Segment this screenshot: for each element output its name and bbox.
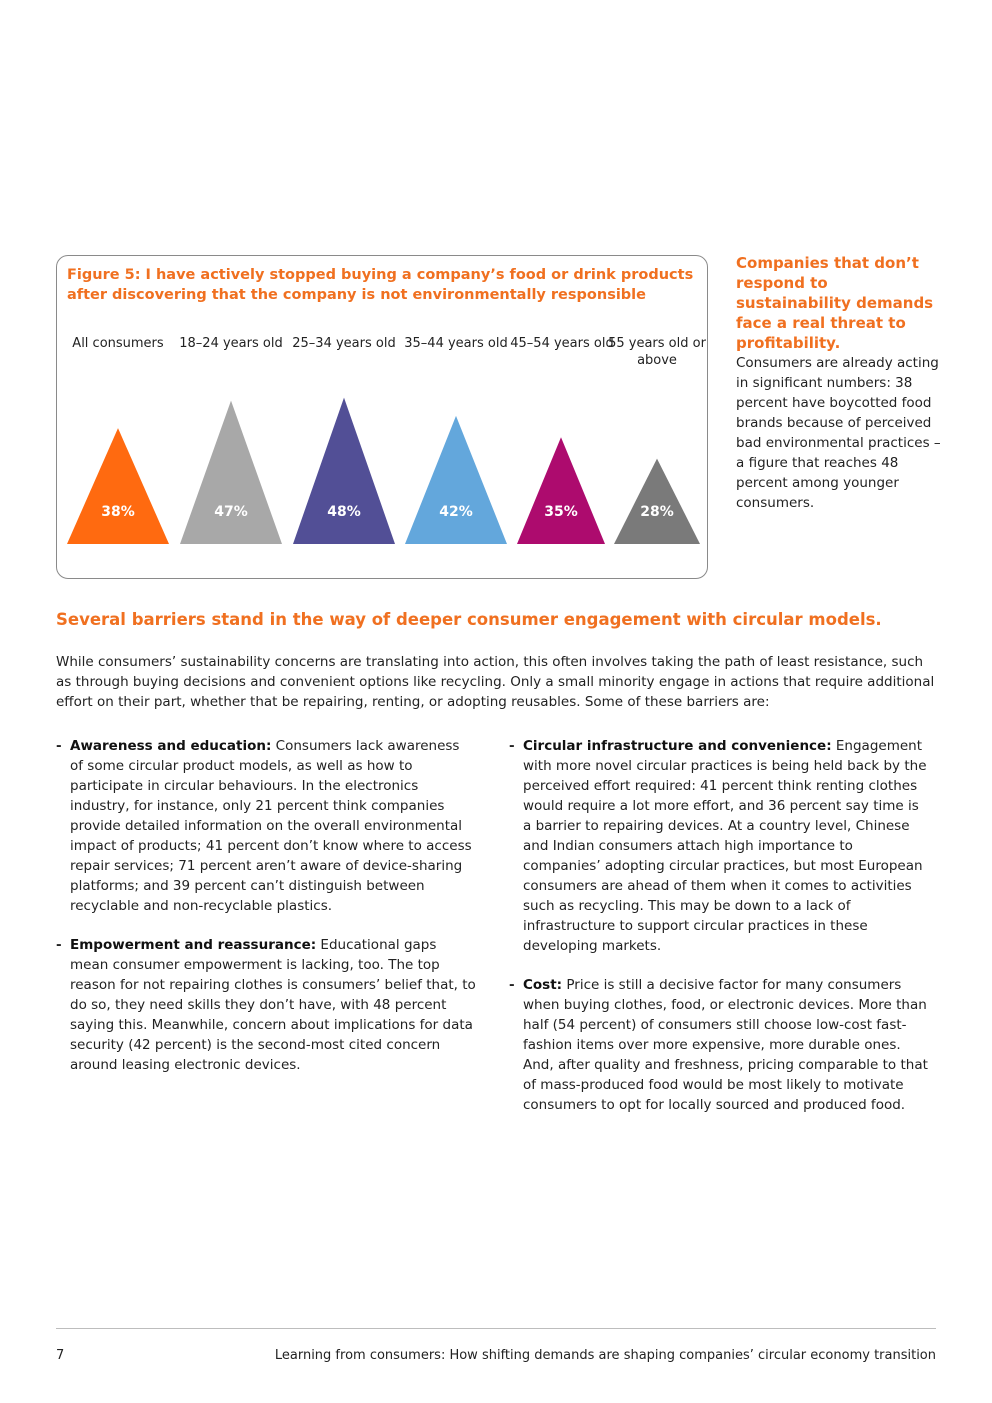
figure-title: Figure 5: I have actively stopped buying a company’s food or drink products after discovering that the company is not environmentally responsible — [67, 267, 694, 303]
bullet-marker: - — [56, 937, 62, 953]
list-item — [509, 736, 929, 956]
list-item-text: Educational gaps mean consumer empowerment is lacking, too. The top reason for not repairing clothes is consumers’ belief that, to do so, they need skills they don’t have, with 48 percent saying this. Meanwhile, concern about implications for data security (42 percent) is the second-most cited concern around leasing electronic devices. — [70, 937, 476, 1073]
value-label: 38% — [101, 504, 135, 520]
section-heading: Several barriers stand in the way of deeper consumer engagement with circular models. — [56, 610, 882, 629]
value-label: 48% — [327, 504, 361, 520]
category-label: All consumers — [72, 336, 164, 351]
triangle-bar — [614, 459, 700, 544]
barriers-list-left — [56, 736, 476, 1094]
triangle-bar — [517, 437, 605, 544]
list-item-text: Engagement with more novel circular practices is being held back by the perceived effort required: 41 percent think renting clothes would require a lot more effort, and 36 percent say time is a barrier to repairing devices. At a country level, Chinese and Indian consumers attach high importance to companies’ adopting circular practices, but most European consumers are ahead of them when it comes to activities such as recycling. This may be down to a lack of infrastructure to support circular practices in these developing markets. — [523, 738, 927, 954]
barriers-list-right — [509, 736, 929, 1134]
triangle-chart — [57, 256, 709, 580]
intro-paragraph: While consumers’ sustainability concerns are translating into action, this often involves taking the path of least resistance, such as through buying decisions and convenient options like recycling. Only a small minority engage in actions that require additional effort on their part, whether that be repairing, renting, or adopting reusables. Some of these barriers are: — [56, 654, 935, 710]
footer-divider — [56, 1328, 936, 1329]
triangle-bar — [405, 416, 507, 544]
list-item-text: Price is still a decisive factor for many consumers when buying clothes, food, or electronic devices. More than half (54 percent) of consumers still choose low-cost fast-fashion items over more expensive, more durable ones. And, after quality and freshness, pricing comparable to that of mass-produced food would be most likely to motivate consumers to opt for locally sourced and produced food. — [523, 977, 928, 1113]
category-label: 35–44 years old — [404, 336, 508, 351]
category-label: 25–34 years old — [292, 336, 396, 351]
bullet-marker: - — [509, 738, 515, 754]
category-label: 45–54 years old — [510, 336, 614, 351]
callout-heading: Companies that don’t respond to sustainability demands face a real threat to profitability. — [736, 254, 934, 352]
list-item — [509, 975, 929, 1115]
figure-panel — [56, 255, 708, 579]
category-label: 55 years old or above — [608, 336, 706, 368]
list-item-lead: Circular infrastructure and convenience: — [523, 738, 832, 754]
bullet-marker: - — [56, 738, 62, 754]
list-item-lead: Awareness and education: — [70, 738, 272, 754]
value-label: 47% — [214, 504, 248, 520]
list-item-text: Consumers lack awareness of some circular product models, as well as how to participate in circular behaviours. In the electronics industry, for instance, only 21 percent think companies provide detailed information on the overall environmental impact of products; 41 percent don’t know where to access repair services; 71 percent aren’t aware of device-sharing platforms; and 39 percent can’t distinguish between recyclable and non-recyclable plastics. — [70, 738, 472, 914]
page-number: 7 — [56, 1348, 65, 1363]
triangle-bar — [293, 398, 395, 544]
triangle-bar — [180, 401, 282, 544]
list-item — [56, 935, 476, 1075]
bullet-marker: - — [509, 977, 515, 993]
list-item — [56, 736, 476, 916]
value-label: 42% — [439, 504, 473, 520]
running-title: Learning from consumers: How shifting demands are shaping companies’ circular economy transition — [274, 1348, 936, 1363]
value-label: 35% — [544, 504, 578, 520]
category-label: 18–24 years old — [179, 336, 283, 351]
list-item-lead: Empowerment and reassurance: — [70, 937, 317, 953]
value-label: 28% — [640, 504, 674, 520]
callout-body: Consumers are already acting in significant numbers: 38 percent have boycotted food brands because of perceived bad environmental practices – a figure that reaches 48 percent among younger consumers. — [736, 355, 941, 511]
list-item-lead: Cost: — [523, 977, 563, 993]
triangle-bar — [67, 428, 169, 544]
